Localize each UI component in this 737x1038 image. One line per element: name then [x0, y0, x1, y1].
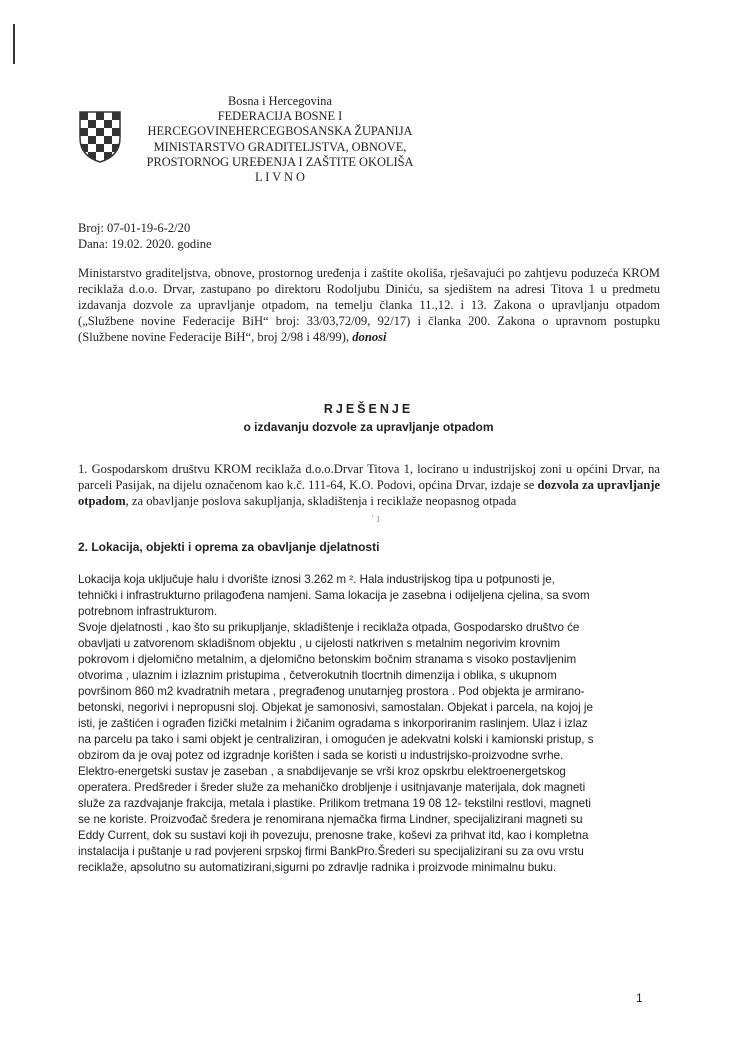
header-line-ministry-cont: PROSTORNOG UREĐENJA I ZAŠTITE OKOLIŠA — [146, 154, 414, 169]
body-line: obavljati u zatvorenom skladišnom objektu , u cijelosti natkriven s metalnim negorivim krovnim — [78, 637, 560, 650]
decision-subtitle: o izdavanju dozvole za upravljanje otpadom — [243, 420, 494, 434]
body-line: površinom 860 m2 kvadratnih metara , pregrađenog unutarnjeg prostora . Pod objekta je armirano- — [78, 685, 585, 698]
scan-mark: ' 1 — [372, 514, 381, 524]
point-1-rest: , za obavljanje poslova sakupljanja, skladištenja i reciklaže neopasnog otpada — [125, 494, 517, 508]
body-line: otvorima , ulaznim i izlaznim pristupima , četverokutnih tlocrtnih dimenzija i oblika, s ukupnom — [78, 669, 557, 682]
point-1-text: 1. Gospodarskom društvu KROM reciklaža d.o.o.Drvar Titova 1, locirano u industrijskoj zoni u općini Drvar, na parceli Pasijak, na dijelu označenom kao k.č. 111-64, K.O. Podovi, općina Drvar, izdaje se — [78, 462, 660, 492]
body-line: obzirom da je ovaj potez od izgradnje korišten i sada se koristi u industrijsko-proizvodne svrhe. — [78, 749, 564, 762]
body-line: isti, je zaštićen i ograđen fizički metalnim i žičanim ogradama s inkorporiranim raslinjem. Ulaz i izlaz — [78, 717, 588, 730]
body-line: potrebnom infrastrukturom. — [78, 605, 218, 618]
body-line: tehnički i infrastrukturno prilagođena namjeni. Sama lokacija je zasebna i odijeljena cjelina, sa svom — [78, 589, 590, 602]
point-1-paragraph — [78, 461, 660, 509]
body-line: operatera. Predšreder i šreder služe za mehaničko drobljenje i usitnjavanje materijala, dok magneti — [78, 781, 586, 794]
margin-line — [13, 24, 15, 64]
body-line: betonski, negorivi i nepropusni sloj. Objekat je samonosivi, samostalan. Objekat i parcela, na kojoj je — [78, 701, 593, 714]
header-line-canton: HERCEGOVINEHERCEGBOSANSKA ŽUPANIJA — [147, 124, 413, 139]
intro-paragraph — [78, 265, 660, 345]
intro-text: Ministarstvo graditeljstva, obnove, prostornog uređenja i zaštite okoliša, rješavajući po zahtjevu poduzeća KROM reciklaža d.o.o. Drvar, zastupano po direktoru Rodoljubu Diniću, sa sjedištem na adresi Titova 1 u predmetu izdavanja dozvole za upravljanje otpadom, na temelju članka 11.,12. i 13. Zakona o upravljanju otpadom („Službene novine Federacije BiH“ broj: 33/03,72/09, 92/17) i članka 200. Zakona o upravnom postupku (Službene novine Federacije BiH“, broj 2/98 i 48/99), — [78, 266, 660, 344]
header-line-country: Bosna i Hercegovina — [228, 94, 332, 108]
reference-number: Broj: 07-01-19-6-2/20 — [78, 221, 191, 235]
coat-of-arms-icon — [78, 108, 122, 164]
body-line: Eddy Current, dok su sustavi koji ih povezuju, prenosne trake, koševi za prihvat itd, kao i kompletna — [78, 829, 589, 842]
body-line: Svoje djelatnosti , kao što su prikupljanje, skladištenje i reciklaža otpada, Gospodarsko društvo će — [78, 621, 580, 634]
body-line: pokrovom i djelomično metalnim, a djelomično betonskim bočnim stranama s visoko postavljenim — [78, 653, 577, 666]
section-2-heading: 2. Lokacija, objekti i oprema za obavljanje djelatnosti — [78, 540, 380, 554]
section-2-body — [78, 572, 661, 876]
body-line: služe za razdvajanje frakcija, metala i plastike. Prilikom tretmana 19 08 12- tekstilni restlovi, magneti — [78, 797, 591, 810]
header-line-federation: FEDERACIJA BOSNE I — [217, 109, 343, 124]
page-number: 1 — [636, 991, 643, 1005]
body-line: Elektro-energetski sustav je zaseban , a snabdijevanje se vrši kroz opskrbu elektroenergetskog — [78, 765, 566, 778]
decision-title: RJEŠENJE — [323, 402, 414, 416]
intro-donosi: donosi — [352, 330, 387, 344]
point-1-bold: dozvola za upravljanje otpadom — [78, 478, 660, 508]
body-line: instalacija i puštanje u rad povjereni srpskoj firmi BankPro.Šrederi su specijalizirani su za ovu vrstu — [78, 845, 584, 858]
body-line: reciklaže, apsolutno su automatizirani,sigurni po zdravlje radnika i proizvode minimalnu buku. — [78, 861, 557, 874]
document-header — [130, 94, 430, 185]
header-line-city: L I V N O — [254, 170, 306, 185]
body-line: se ne koriste. Proizvođač šredera je renomirana njemačka firma Lindner, specijalizirani magneti su — [78, 813, 583, 826]
header-line-ministry: MINISTARSTVO GRADITELJSTVA, OBNOVE, — [153, 139, 407, 154]
document-meta — [78, 220, 212, 252]
document-date: Dana: 19.02. 2020. godine — [78, 237, 212, 251]
body-line: Lokacija koja uključuje halu i dvorište iznosi 3.262 m ². Hala industrijskog tipa u potpunosti je, — [78, 573, 555, 586]
body-line: na parcelu pa tako i sami objekt je centraliziran, i omogućen je adekvatni kolski i kamionski pristup, s — [78, 733, 594, 746]
